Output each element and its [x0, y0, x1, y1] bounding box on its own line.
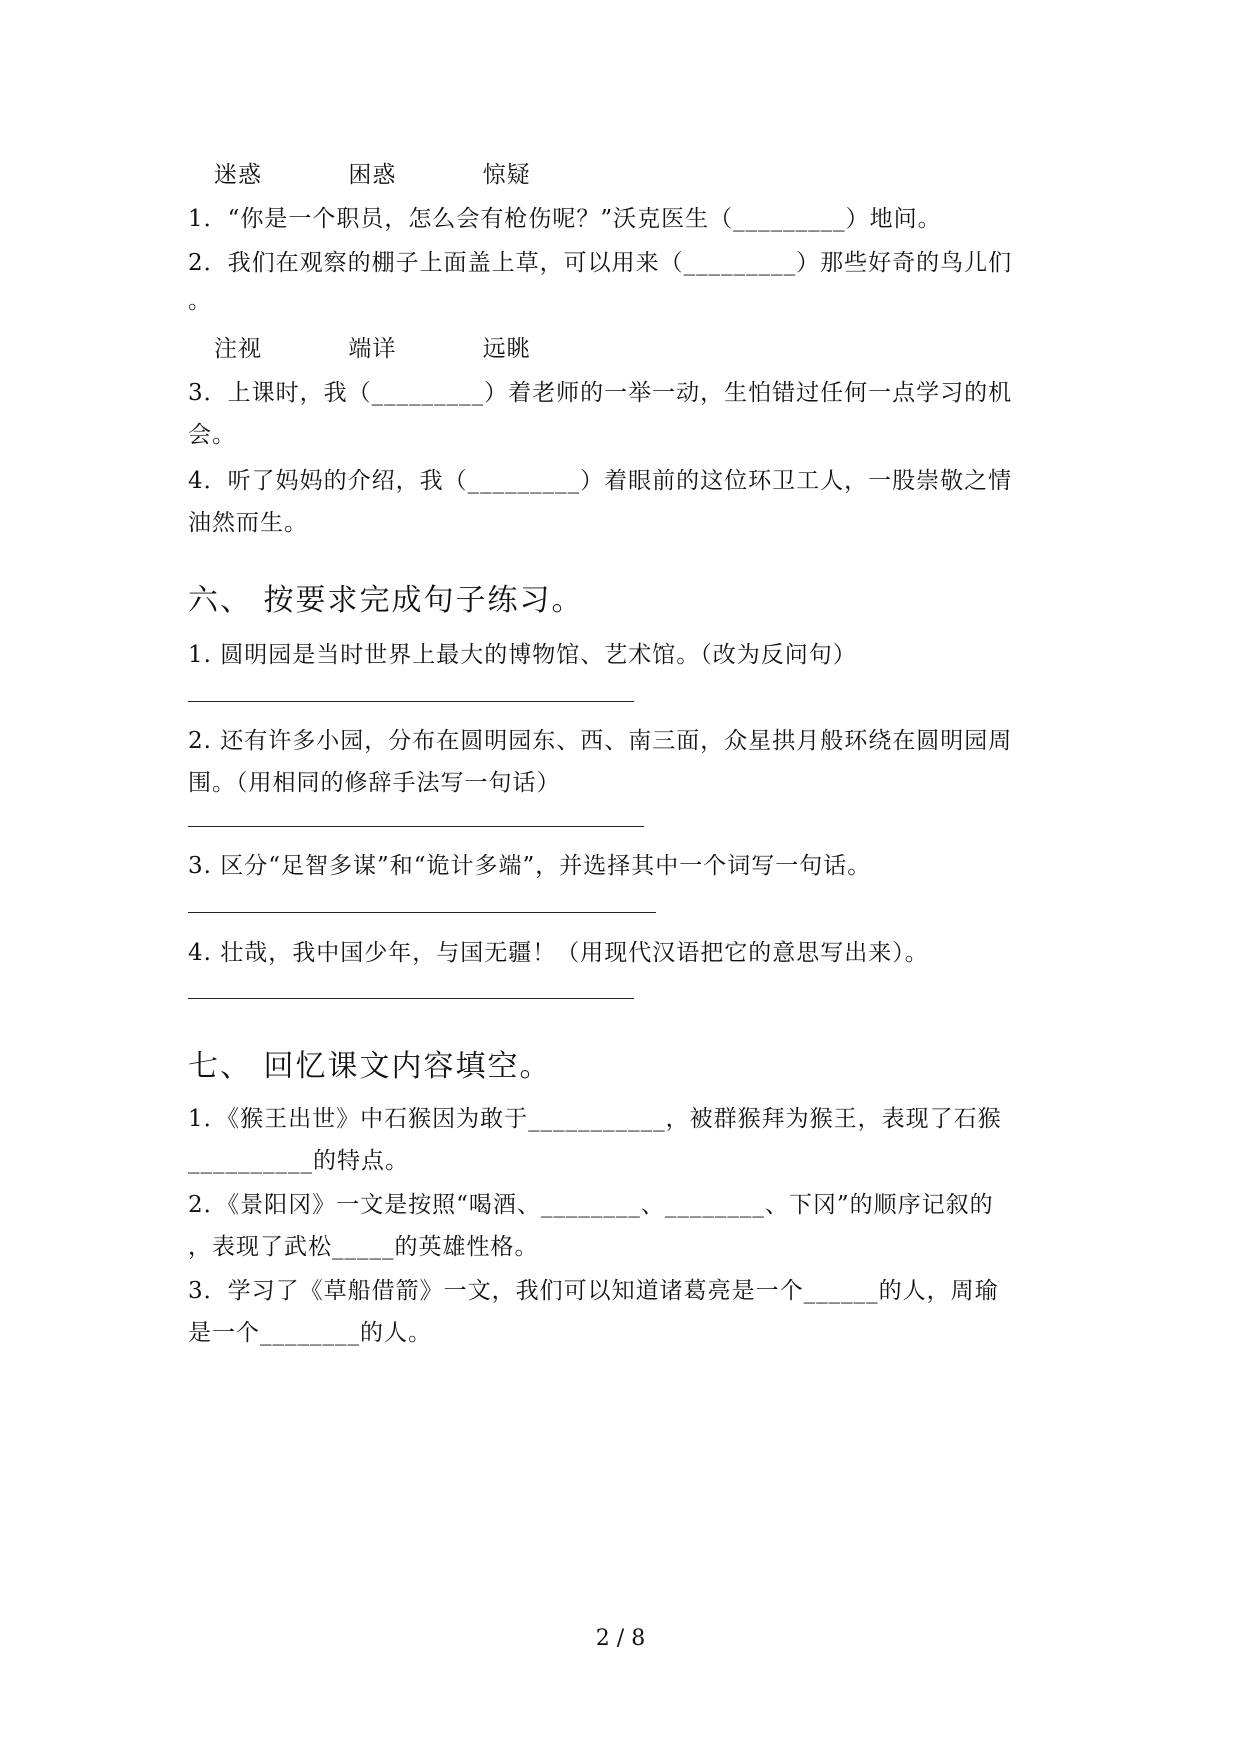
answer-line[interactable]	[188, 912, 656, 913]
section-6-item-4: 4. 壮哉，我中国少年，与国无疆！（用现代汉语把它的意思写出来）。	[188, 940, 929, 966]
section-6-item-1: 1. 圆明园是当时世界上最大的博物馆、艺术馆。（改为反问句）	[188, 642, 857, 668]
word-choice: 注视	[214, 336, 262, 362]
word-choice: 远眺	[482, 336, 531, 362]
section-7-line: __________的特点。	[188, 1148, 409, 1174]
section-7-heading: 七、 回忆课文内容填空。	[188, 1049, 552, 1084]
question-3-line-1: 3．上课时，我（_________）着老师的一举一动，生怕错过任何一点学习的机	[188, 380, 1013, 406]
section-7-line: 3．学习了《草船借箭》一文，我们可以知道诸葛亮是一个______的人，周瑜	[188, 1278, 999, 1304]
word-choice: 迷惑	[214, 162, 262, 188]
question-1: 1．“你是一个职员，怎么会有枪伤呢？”沃克医生（_________）地问。	[188, 206, 942, 232]
page-number: 2 / 8	[595, 1626, 646, 1651]
section-7-line: 是一个________的人。	[188, 1320, 432, 1346]
section-6-item-2-line-1: 2. 还有许多小园，分布在圆明园东、西、南三面，众星拱月般环绕在圆明园周	[188, 728, 1013, 754]
word-choice-group-1	[214, 160, 1094, 190]
section-7-line: ，表现了武松_____的英雄性格。	[188, 1234, 539, 1260]
word-choice-group-2	[214, 334, 1094, 364]
section-6-item-2-line-2: 围。（用相同的修辞手法写一句话）	[188, 770, 561, 796]
question-2-line-2: 。	[188, 288, 212, 314]
section-6-heading: 六、 按要求完成句子练习。	[188, 583, 584, 618]
question-2-line-1: 2．我们在观察的棚子上面盖上草，可以用来（_________）那些好奇的鸟儿们	[188, 250, 1013, 276]
word-choice: 端详	[348, 336, 397, 362]
question-3-line-2: 会。	[188, 422, 236, 448]
answer-line[interactable]	[188, 701, 634, 702]
answer-line[interactable]	[188, 998, 634, 999]
section-7-line: 1．《猴王出世》中石猴因为敢于___________，被群猴拜为猴王，表现了石猴	[188, 1106, 1002, 1132]
question-4-line-2: 油然而生。	[188, 510, 308, 536]
section-7-line: 2．《景阳冈》一文是按照“喝酒、________、________、下冈”的顺序记叙的	[188, 1192, 994, 1218]
word-choice: 惊疑	[482, 162, 531, 188]
section-6-item-3: 3. 区分“足智多谋”和“诡计多端”，并选择其中一个词写一句话。	[188, 853, 872, 879]
answer-line[interactable]	[188, 826, 644, 827]
word-choice: 困惑	[348, 162, 397, 188]
question-4-line-1: 4．听了妈妈的介绍，我（_________）着眼前的这位环卫工人，一股崇敬之情	[188, 468, 1013, 494]
